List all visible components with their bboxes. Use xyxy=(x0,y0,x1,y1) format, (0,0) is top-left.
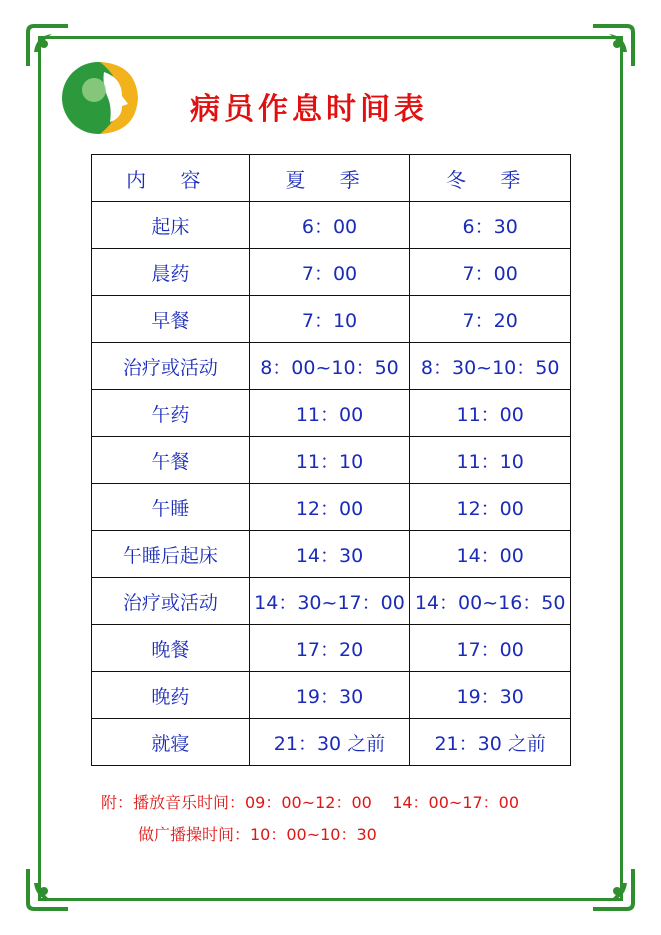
winter-time-cell: 6：30 xyxy=(410,202,571,249)
summer-time-cell: 8：00~10：50 xyxy=(249,343,410,390)
table-row xyxy=(92,202,571,249)
table-row xyxy=(92,343,571,390)
table-row xyxy=(92,672,571,719)
corner-ornament-icon xyxy=(24,865,72,913)
activity-cell: 午睡后起床 xyxy=(92,531,250,578)
table-header-row xyxy=(92,155,571,202)
header-summer: 夏 季 xyxy=(249,155,410,202)
activity-cell: 午药 xyxy=(92,390,250,437)
summer-time-cell: 11：00 xyxy=(249,390,410,437)
activity-cell: 晨药 xyxy=(92,249,250,296)
table-row xyxy=(92,531,571,578)
winter-time-cell: 14：00~16：50 xyxy=(410,578,571,625)
summer-time-cell: 12：00 xyxy=(249,484,410,531)
summer-time-cell: 21：30 之前 xyxy=(249,719,410,766)
winter-time-cell: 21：30 之前 xyxy=(410,719,571,766)
summer-time-cell: 7：00 xyxy=(249,249,410,296)
table-row xyxy=(92,390,571,437)
summer-time-cell: 14：30~17：00 xyxy=(249,578,410,625)
table-row xyxy=(92,437,571,484)
activity-cell: 起床 xyxy=(92,202,250,249)
winter-time-cell: 17：00 xyxy=(410,625,571,672)
summer-time-cell: 7：10 xyxy=(249,296,410,343)
corner-ornament-icon xyxy=(589,865,637,913)
summer-time-cell: 11：10 xyxy=(249,437,410,484)
table-row xyxy=(92,484,571,531)
activity-cell: 治疗或活动 xyxy=(92,343,250,390)
summer-time-cell: 14：30 xyxy=(249,531,410,578)
activity-cell: 午睡 xyxy=(92,484,250,531)
activity-cell: 就寝 xyxy=(92,719,250,766)
winter-time-cell: 14：00 xyxy=(410,531,571,578)
music-time-note: 附：播放音乐时间：09：00~12：00 14：00~17：00 xyxy=(101,793,520,812)
winter-time-cell: 12：00 xyxy=(410,484,571,531)
summer-time-cell: 6：00 xyxy=(249,202,410,249)
activity-cell: 早餐 xyxy=(92,296,250,343)
page-title: 病员作息时间表 xyxy=(190,92,428,127)
table-row xyxy=(92,296,571,343)
winter-time-cell: 8：30~10：50 xyxy=(410,343,571,390)
winter-time-cell: 7：20 xyxy=(410,296,571,343)
exercise-time-note: 做广播操时间：10：00~10：30 xyxy=(138,825,377,844)
corner-ornament-icon xyxy=(589,22,637,70)
activity-cell: 晚药 xyxy=(92,672,250,719)
table-row xyxy=(92,578,571,625)
activity-cell: 晚餐 xyxy=(92,625,250,672)
winter-time-cell: 11：00 xyxy=(410,390,571,437)
summer-time-cell: 19：30 xyxy=(249,672,410,719)
table-row xyxy=(92,625,571,672)
activity-cell: 午餐 xyxy=(92,437,250,484)
winter-time-cell: 11：10 xyxy=(410,437,571,484)
table-row xyxy=(92,249,571,296)
schedule-table xyxy=(91,154,571,766)
activity-cell: 治疗或活动 xyxy=(92,578,250,625)
hospital-logo-icon xyxy=(60,58,142,136)
table-row xyxy=(92,719,571,766)
header-content: 内 容 xyxy=(92,155,250,202)
winter-time-cell: 19：30 xyxy=(410,672,571,719)
header-winter: 冬 季 xyxy=(410,155,571,202)
summer-time-cell: 17：20 xyxy=(249,625,410,672)
winter-time-cell: 7：00 xyxy=(410,249,571,296)
